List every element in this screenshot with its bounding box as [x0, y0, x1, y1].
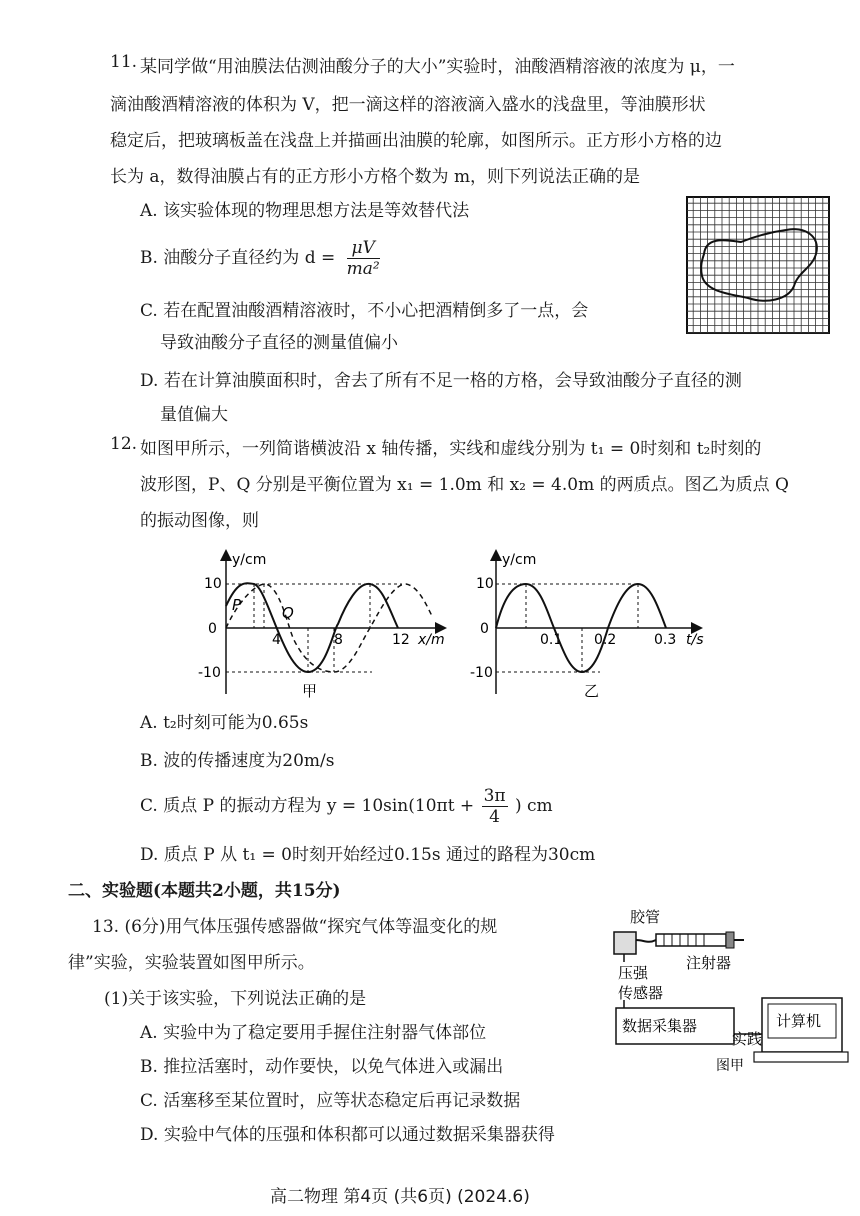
- question-12-stem-line-3: 的振动图像，则: [140, 511, 259, 531]
- question-13-option-a: A. 实验中为了稳定要用手握住注射器气体部位: [140, 1023, 487, 1043]
- question-12-option-b: B. 波的传播速度为20m/s: [140, 751, 335, 771]
- graph-caption-jia: 甲: [302, 682, 318, 700]
- y-tick-0: 0: [480, 621, 489, 637]
- link-label: 实践: [732, 1030, 763, 1048]
- question-13-option-b: B. 推拉活塞时，动作要快，以免气体进入或漏出: [140, 1057, 504, 1077]
- wave-graph-jia: [198, 544, 462, 704]
- x-tick-0.3: 0.3: [654, 632, 677, 648]
- question-12-option-c: [140, 786, 553, 827]
- page-footer: 高二物理 第4页 (共6页) (2024.6): [270, 1187, 530, 1207]
- question-12-option-d: D. 质点 P 从 t₁ = 0时刻开始经过0.15s 通过的路程为30cm: [140, 845, 596, 865]
- fraction: [347, 238, 380, 279]
- question-11-option-b-prefix: B. 油酸分子直径约为 d =: [140, 248, 336, 268]
- question-12-option-a: A. t₂时刻可能为0.65s: [140, 713, 309, 733]
- x-tick-8: 8: [334, 632, 343, 648]
- question-12-stem-line-2: 波形图，P、Q 分别是平衡位置为 x₁ = 1.0m 和 x₂ = 4.0m 的两质点。图乙为质点 Q: [140, 475, 789, 495]
- graph-caption-yi: 乙: [584, 682, 600, 700]
- syringe-label: 注射器: [686, 954, 732, 972]
- question-11-option-c-line-2: 导致油酸分子直径的测量值偏小: [160, 333, 398, 353]
- point-q-label: Q: [282, 604, 294, 622]
- oil-film-grid-figure: [686, 196, 830, 334]
- x-tick-0.2: 0.2: [594, 632, 617, 648]
- apparatus-figure: [604, 904, 848, 1076]
- y-axis-label: y/cm: [502, 552, 537, 568]
- fraction-numerator: μV: [347, 238, 380, 259]
- apparatus-caption: 图甲: [716, 1058, 744, 1074]
- question-11-stem-line-2: 滴油酸酒精溶液的体积为 V，把一滴这样的溶液滴入盛水的浅盘里，等油膜形状: [110, 95, 706, 115]
- point-p-label: P: [232, 596, 242, 614]
- x-tick-12: 12: [392, 632, 410, 648]
- question-13-option-d: D. 实验中气体的压强和体积都可以通过数据采集器获得: [140, 1125, 555, 1145]
- question-11-option-d-line-1: D. 若在计算油膜面积时，舍去了所有不足一格的方格，会导致油酸分子直径的测: [140, 371, 742, 391]
- question-12-number: 12.: [110, 434, 138, 454]
- y-tick-minus-10: -10: [198, 665, 221, 681]
- question-13-stem-line-1: 13. (6分)用气体压强传感器做“探究气体等温变化的规: [92, 917, 498, 937]
- question-11-option-d-line-2: 量值偏大: [160, 405, 228, 425]
- question-11-stem-line-1: 某同学做“用油膜法估测油酸分子的大小”实验时，油酸酒精溶液的浓度为 μ，一: [140, 57, 735, 77]
- y-tick-0: 0: [208, 621, 217, 637]
- x-tick-4: 4: [272, 632, 281, 648]
- question-12-option-c-suffix: ) cm: [515, 796, 553, 816]
- section-title: 二、实验题(本题共2小题，共15分): [68, 881, 341, 901]
- y-axis-label: y/cm: [232, 552, 267, 568]
- question-13-stem-line-2: 律”实验，实验装置如图甲所示。: [68, 953, 315, 973]
- sensor-label-line-2: 传感器: [618, 984, 664, 1002]
- x-axis-label: t/s: [686, 632, 704, 648]
- question-11-option-b: [140, 238, 380, 279]
- question-12-stem-line-1: 如图甲所示，一列简谐横波沿 x 轴传播，实线和虚线分别为 t₁ = 0时刻和 t₂时刻的: [140, 439, 762, 459]
- question-13-option-c: C. 活塞移至某位置时，应等状态稳定后再记录数据: [140, 1091, 521, 1111]
- question-11-stem-line-4: 长为 a，数得油膜占有的正方形小方格个数为 m，则下列说法正确的是: [110, 167, 641, 187]
- sensor-label-line-1: 压强: [618, 964, 649, 982]
- x-tick-0.1: 0.1: [540, 632, 563, 648]
- computer-label: 计算机: [776, 1012, 822, 1030]
- syringe-icon: [656, 934, 726, 946]
- question-11-number: 11.: [110, 52, 138, 72]
- sensor-box-icon: [614, 932, 636, 954]
- fraction-denominator: ma²: [346, 259, 380, 279]
- y-tick-minus-10: -10: [470, 665, 493, 681]
- y-tick-10: 10: [476, 576, 494, 592]
- fraction-numerator: 3π: [483, 786, 506, 806]
- question-11-option-c-line-1: C. 若在配置油酸酒精溶液时，不小心把酒精倒多了一点，会: [140, 301, 589, 321]
- question-11-option-a: A. 该实验体现的物理思想方法是等效替代法: [140, 201, 470, 221]
- fraction: [482, 786, 508, 827]
- y-tick-10: 10: [204, 576, 222, 592]
- tube-label: 胶管: [630, 908, 661, 926]
- data-collector-label: 数据采集器: [622, 1017, 698, 1035]
- vibration-graph-yi: [470, 544, 730, 704]
- fraction-denominator: 4: [489, 807, 500, 827]
- x-axis-label: x/m: [418, 632, 445, 648]
- question-13-sub-question-1: (1)关于该实验，下列说法正确的是: [104, 989, 367, 1009]
- question-12-option-c-prefix: C. 质点 P 的振动方程为 y = 10sin(10πt +: [140, 796, 475, 816]
- question-11-stem-line-3: 稳定后，把玻璃板盖在浅盘上并描画出油膜的轮廓，如图所示。正方形小方格的边: [110, 131, 722, 151]
